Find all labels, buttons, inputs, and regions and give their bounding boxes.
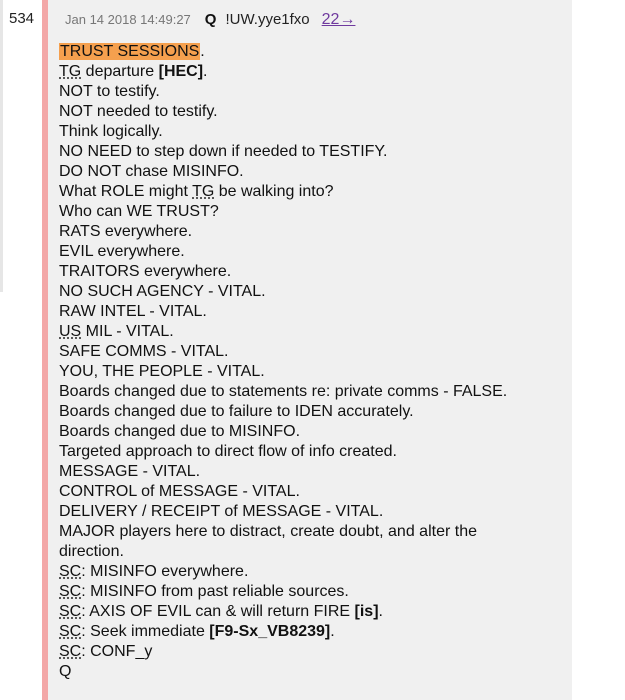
post-line: Boards changed due to statements re: private comms - FALSE. [59, 383, 508, 400]
post-line [59, 42, 569, 62]
post-line [59, 182, 569, 202]
post-line: MAJOR players here to distract, create doubt, and alter the [59, 523, 477, 540]
text: : AXIS OF EVIL can & will return FIRE [81, 603, 355, 620]
post-tripcode: !UW.yye1fxo [225, 11, 310, 28]
abbreviation: SC [59, 643, 82, 660]
text: What ROLE might [59, 183, 193, 200]
text: : Seek immediate [81, 623, 210, 640]
text: : MISINFO from past reliable sources. [81, 583, 349, 600]
post-header [65, 11, 355, 31]
bold-text: [F9-Sx_VB8239] [209, 623, 331, 640]
post-line: Targeted approach to direct flow of info created. [59, 443, 397, 460]
post-line [59, 602, 569, 622]
abbreviation: US [59, 323, 82, 340]
abbreviation: SC [59, 563, 82, 580]
text: : MISINFO everywhere. [81, 563, 249, 580]
post-line: DELIVERY / RECEIPT of MESSAGE - VITAL. [59, 503, 384, 520]
post-line: SAFE COMMS - VITAL. [59, 343, 229, 360]
post-line: Boards changed due to MISINFO. [59, 423, 301, 440]
post-card [42, 0, 572, 700]
post-line: NOT needed to testify. [59, 103, 218, 120]
post-number: 534 [9, 10, 35, 27]
bold-text: [is] [354, 603, 379, 620]
post-line: Boards changed due to failure to IDEN accurately. [59, 403, 414, 420]
post-line: DO NOT chase MISINFO. [59, 163, 244, 180]
post-line: NO NEED to step down if needed to TESTIFY. [59, 143, 388, 160]
highlighted-text: TRUST SESSIONS [60, 43, 200, 60]
bold-text: [HEC] [158, 63, 204, 80]
text: . [330, 623, 335, 640]
post-line [59, 622, 569, 642]
post-line: RAW INTEL - VITAL. [59, 303, 207, 320]
left-rail [0, 0, 3, 292]
post-body [59, 42, 569, 682]
post-line [59, 562, 569, 582]
post-line: EVIL everywhere. [59, 243, 185, 260]
text: . [378, 603, 383, 620]
post-line: NO SUCH AGENCY - VITAL. [59, 283, 266, 300]
post-line: RATS everywhere. [59, 223, 193, 240]
post-line [59, 322, 569, 342]
post-line: MESSAGE - VITAL. [59, 463, 201, 480]
post-line: NOT to testify. [59, 83, 160, 100]
post-line [59, 62, 569, 82]
post-line: TRAITORS everywhere. [59, 263, 232, 280]
post-line: Think logically. [59, 123, 163, 140]
abbreviation: SC [59, 603, 82, 620]
text: departure [81, 63, 159, 80]
post-signature: Q [59, 663, 72, 680]
reply-count-link[interactable]: 22→ [321, 11, 356, 28]
abbreviation: SC [59, 583, 82, 600]
text: . [200, 43, 205, 60]
text: be walking into? [214, 183, 334, 200]
text: MIL - VITAL. [81, 323, 174, 340]
post-author: Q [204, 11, 217, 28]
abbreviation: TG [192, 183, 215, 200]
abbreviation: TG [59, 63, 82, 80]
abbreviation: SC [59, 623, 82, 640]
text: . [203, 63, 208, 80]
post-line [59, 642, 569, 662]
post-line: direction. [59, 543, 124, 560]
post-line [59, 582, 569, 602]
post-date: Jan 14 2018 14:49:27 [65, 12, 191, 27]
post-line: YOU, THE PEOPLE - VITAL. [59, 363, 265, 380]
post-line: CONTROL of MESSAGE - VITAL. [59, 483, 300, 500]
text: : CONF_y [81, 643, 153, 660]
post-line: Who can WE TRUST? [59, 203, 219, 220]
